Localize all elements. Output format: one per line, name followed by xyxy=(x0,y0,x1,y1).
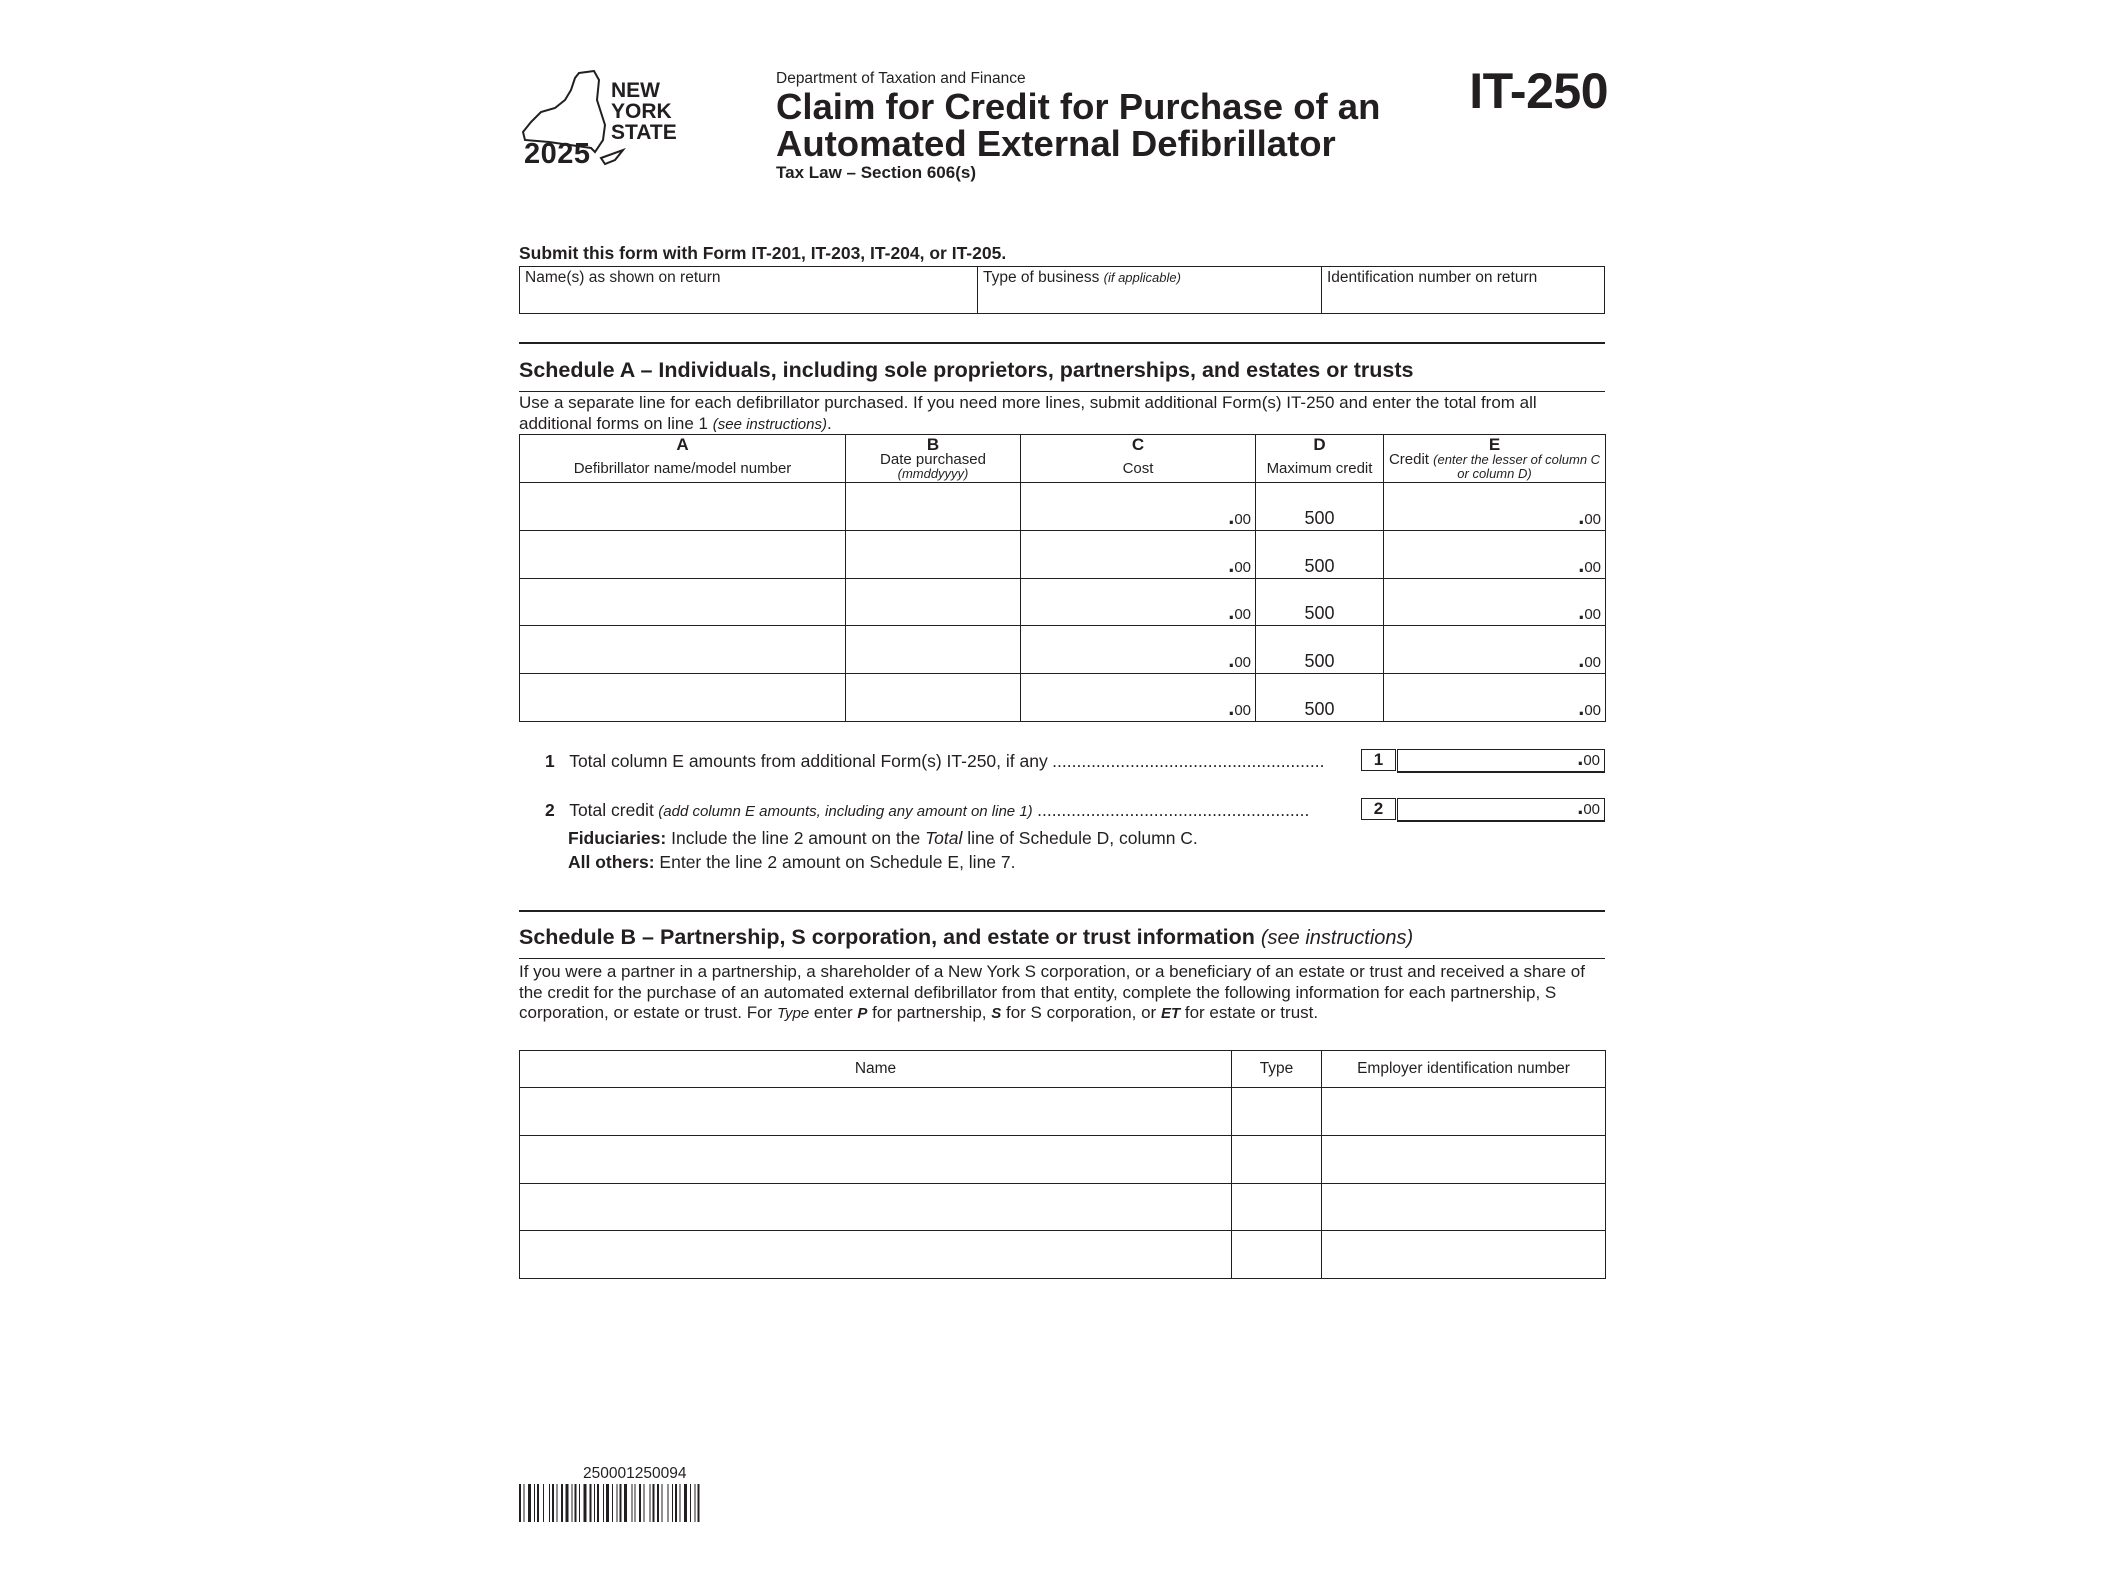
name-field[interactable]: Name(s) as shown on return xyxy=(520,267,978,313)
barcode-bar xyxy=(632,1484,633,1522)
line-1: 1 Total column E amounts from additional Form(s) IT-250, if any ........................................................ xyxy=(545,751,1325,771)
defibrillator-name-cell[interactable] xyxy=(520,483,846,531)
date-purchased-cell[interactable] xyxy=(846,483,1021,531)
ein-cell[interactable] xyxy=(1322,1135,1606,1183)
cost-cell[interactable]: .00 xyxy=(1021,626,1256,674)
barcode-bar xyxy=(543,1484,544,1522)
cost-cell[interactable]: .00 xyxy=(1021,578,1256,626)
entity-type-cell[interactable] xyxy=(1232,1088,1322,1136)
maximum-credit-cell: 500 xyxy=(1256,578,1384,626)
column-c-header: C Cost xyxy=(1021,435,1256,483)
department: Department of Taxation and Finance xyxy=(776,70,1026,87)
barcode-bar xyxy=(672,1484,673,1522)
barcode-bar xyxy=(534,1484,535,1522)
ein-cell[interactable] xyxy=(1322,1088,1606,1136)
logo-year: 2025 xyxy=(524,138,591,170)
maximum-credit-cell: 500 xyxy=(1256,626,1384,674)
divider xyxy=(519,910,1605,912)
maximum-credit-cell: 500 xyxy=(1256,483,1384,531)
line-2: 2 Total credit (add column E amounts, including any amount on line 1) ........................................................ xyxy=(545,800,1310,820)
name-column-header: Name xyxy=(520,1051,1232,1088)
barcode-bar xyxy=(620,1484,622,1522)
barcode-bar xyxy=(662,1484,663,1522)
date-purchased-cell[interactable] xyxy=(846,626,1021,674)
barcode-bar xyxy=(524,1484,525,1522)
barcode-bar xyxy=(644,1484,645,1522)
schedule-a-heading: Schedule A – Individuals, including sole proprietors, partnerships, and estates or trusts xyxy=(519,358,1414,382)
table-row xyxy=(520,578,1606,626)
defibrillator-name-cell[interactable] xyxy=(520,674,846,722)
schedule-b-instructions: If you were a partner in a partnership, a shareholder of a New York S corporation, or a beneficiary of an estate or trust and received a share of the credit for the purchase of an automated external defibrillator from that entity, complete the following information for each partnership, S corporation, or estate or trust. For Type enter P for partnership, S for S corporation, or ET for estate or trust. xyxy=(519,962,1585,1022)
entity-name-cell[interactable] xyxy=(520,1231,1232,1279)
barcode-bar xyxy=(690,1484,691,1522)
barcode-bar xyxy=(579,1484,580,1522)
tax-law-reference: Tax Law – Section 606(s) xyxy=(776,163,976,182)
barcode-bar xyxy=(594,1484,595,1522)
entity-type-cell[interactable] xyxy=(1232,1183,1322,1231)
barcode-bar xyxy=(680,1484,681,1522)
entity-type-cell[interactable] xyxy=(1232,1135,1322,1183)
table-row xyxy=(520,483,1606,531)
id-fields xyxy=(519,266,1605,314)
barcode-bar xyxy=(675,1484,677,1522)
line-1-box-number: 1 xyxy=(1361,749,1396,771)
ein-cell[interactable] xyxy=(1322,1183,1606,1231)
table-row xyxy=(520,1183,1606,1231)
barcode-bar xyxy=(639,1484,641,1522)
column-d-header: D Maximum credit xyxy=(1256,435,1384,483)
table-row xyxy=(520,674,1606,722)
entity-name-cell[interactable] xyxy=(520,1183,1232,1231)
barcode-bar xyxy=(603,1484,604,1522)
business-type-field[interactable]: Type of business (if applicable) xyxy=(978,267,1322,313)
all-others-note: All others: Enter the line 2 amount on Schedule E, line 7. xyxy=(568,852,1016,872)
maximum-credit-cell: 500 xyxy=(1256,674,1384,722)
barcode-icon xyxy=(519,1484,755,1522)
cost-cell[interactable]: .00 xyxy=(1021,483,1256,531)
defibrillator-name-cell[interactable] xyxy=(520,626,846,674)
credit-cell[interactable]: .00 xyxy=(1384,483,1606,531)
entity-name-cell[interactable] xyxy=(520,1135,1232,1183)
schedule-a-table xyxy=(519,434,1606,722)
column-b-header: B Date purchased (mmddyyyy) xyxy=(846,435,1021,483)
ein-cell[interactable] xyxy=(1322,1231,1606,1279)
defibrillator-name-cell[interactable] xyxy=(520,530,846,578)
identification-number-field[interactable]: Identification number on return xyxy=(1327,269,1538,286)
credit-cell[interactable]: .00 xyxy=(1384,530,1606,578)
date-purchased-cell[interactable] xyxy=(846,674,1021,722)
entity-type-cell[interactable] xyxy=(1232,1231,1322,1279)
table-row xyxy=(520,1088,1606,1136)
barcode-bar xyxy=(612,1484,613,1522)
defibrillator-name-cell[interactable] xyxy=(520,578,846,626)
barcode-bar xyxy=(617,1484,618,1522)
type-column-header: Type xyxy=(1232,1051,1322,1088)
date-purchased-cell[interactable] xyxy=(846,530,1021,578)
barcode-bar xyxy=(698,1484,700,1522)
credit-cell[interactable]: .00 xyxy=(1384,578,1606,626)
table-row xyxy=(520,530,1606,578)
barcode-bar xyxy=(606,1484,609,1522)
barcode-bar xyxy=(557,1484,558,1522)
cost-cell[interactable]: .00 xyxy=(1021,530,1256,578)
barcode-bar xyxy=(635,1484,636,1522)
barcode-bar xyxy=(584,1484,587,1522)
barcode-bar xyxy=(590,1484,592,1522)
divider xyxy=(519,342,1605,344)
barcode-bar xyxy=(624,1484,627,1522)
divider xyxy=(519,958,1605,959)
barcode-bar xyxy=(561,1484,563,1522)
barcode-bar xyxy=(575,1484,577,1522)
barcode-bar xyxy=(657,1484,659,1522)
submit-note: Submit this form with Form IT-201, IT-203, IT-204, or IT-205. xyxy=(519,243,1007,263)
table-row xyxy=(520,1135,1606,1183)
entity-name-cell[interactable] xyxy=(520,1088,1232,1136)
barcode-bar xyxy=(597,1484,599,1522)
column-e-header: E Credit (enter the lesser of column C or column D) xyxy=(1384,435,1606,483)
barcode-bar xyxy=(528,1484,531,1522)
table-header-row xyxy=(520,1051,1606,1088)
barcode-bar xyxy=(552,1484,554,1522)
leader-dots: ........................................................ xyxy=(1052,751,1325,771)
barcode-bar xyxy=(650,1484,651,1522)
barcode-bar xyxy=(549,1484,550,1522)
line-1-amount-field[interactable]: .00 xyxy=(1397,749,1605,773)
barcode-bar xyxy=(684,1484,687,1522)
barcode-bar xyxy=(572,1484,573,1522)
barcode-bar xyxy=(695,1484,696,1522)
table-row xyxy=(520,1231,1606,1279)
schedule-b-table xyxy=(519,1050,1606,1279)
maximum-credit-cell: 500 xyxy=(1256,530,1384,578)
credit-cell[interactable]: .00 xyxy=(1384,626,1606,674)
schedule-a-instructions: Use a separate line for each defibrillator purchased. If you need more lines, submit additional Form(s) IT-250 and enter the total from all additional forms on line 1 (see instructions). xyxy=(519,393,1537,433)
divider xyxy=(519,391,1605,392)
barcode-bar xyxy=(566,1484,569,1522)
cost-cell[interactable]: .00 xyxy=(1021,674,1256,722)
table-header-row xyxy=(520,435,1606,483)
leader-dots: ........................................................ xyxy=(1037,800,1310,820)
barcode-bar xyxy=(653,1484,655,1522)
table-row xyxy=(520,626,1606,674)
barcode-bar xyxy=(519,1484,521,1522)
ein-column-header: Employer identification number xyxy=(1322,1051,1606,1088)
page-title: Claim for Credit for Purchase of an Automated External Defibrillator xyxy=(776,86,1381,164)
column-a-header: A Defibrillator name/model number xyxy=(520,435,846,483)
schedule-b-heading: Schedule B – Partnership, S corporation, and estate or trust information (see instructions) xyxy=(519,925,1414,949)
barcode-number: 250001250094 xyxy=(583,1465,687,1482)
logo-text: NEW YORK STATE xyxy=(611,79,677,144)
line-2-amount-field[interactable]: .00 xyxy=(1397,798,1605,822)
fiduciaries-note: Fiduciaries: Include the line 2 amount on the Total line of Schedule D, column C. xyxy=(568,828,1198,848)
line-2-box-number: 2 xyxy=(1361,798,1396,820)
barcode-bar xyxy=(668,1484,669,1522)
date-purchased-cell[interactable] xyxy=(846,578,1021,626)
form-number: IT-250 xyxy=(1469,63,1608,119)
credit-cell[interactable]: .00 xyxy=(1384,674,1606,722)
barcode-bar xyxy=(537,1484,539,1522)
